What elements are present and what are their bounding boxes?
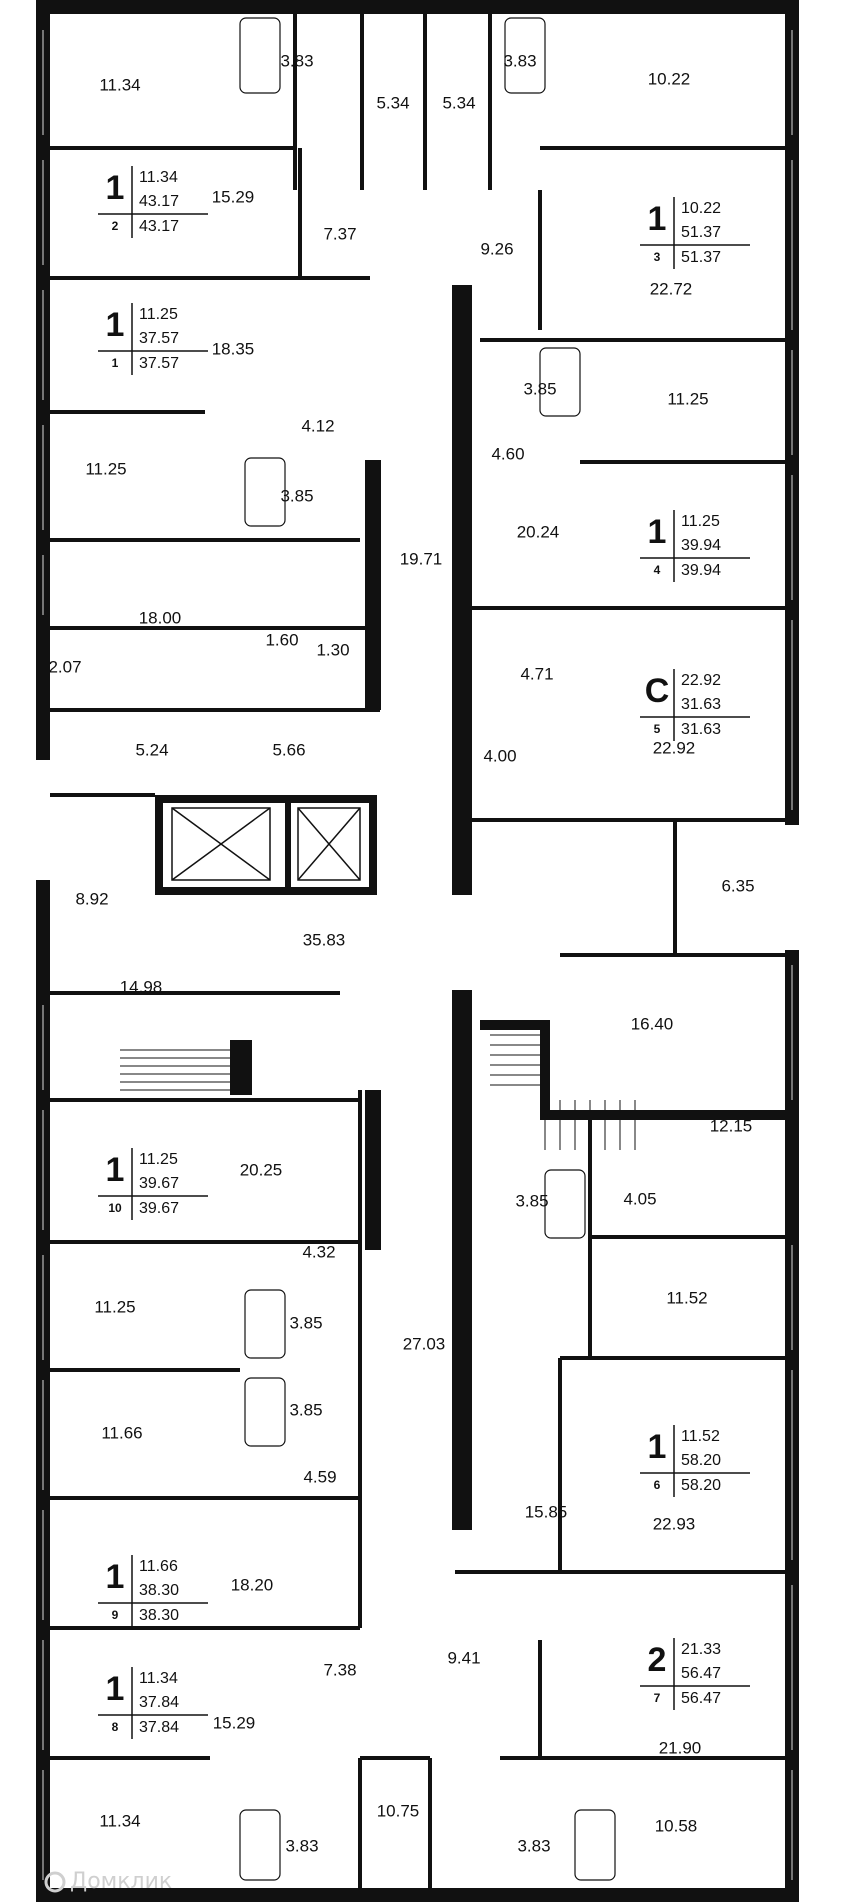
- room-area-label: 3.85: [289, 1313, 323, 1333]
- room-area-label: 4.12: [301, 416, 335, 436]
- room-area-label: 9.41: [447, 1648, 481, 1668]
- room-area-label: 22.93: [652, 1514, 696, 1534]
- room-area-label: 10.58: [654, 1816, 698, 1836]
- room-area-label: 15.29: [212, 1713, 256, 1733]
- room-area-label: 18.00: [138, 608, 182, 628]
- apartment-number: 7: [653, 1691, 661, 1706]
- apartment-number: 3: [653, 250, 661, 265]
- living-area: 11.52: [681, 1428, 720, 1446]
- room-area-label: 3.85: [289, 1400, 323, 1420]
- room-area-label: 35.83: [302, 930, 346, 950]
- room-area-label: 8.92: [75, 889, 109, 909]
- apartment-info-box: [640, 197, 750, 269]
- room-count: 1: [647, 1427, 667, 1466]
- total-area: 58.20: [681, 1452, 722, 1470]
- room-area-label: 3.83: [503, 51, 537, 71]
- apartment-number: 2: [111, 219, 119, 234]
- room-area-label: 7.37: [323, 224, 357, 244]
- apartment-info-box: [640, 1638, 750, 1710]
- room-area-label: 19.71: [399, 549, 443, 569]
- apartment-area: 43.17: [139, 218, 180, 236]
- room-area-label: 11.25: [85, 459, 127, 479]
- apartment-area: 39.67: [139, 1200, 180, 1218]
- room-count: 1: [105, 305, 125, 344]
- room-area-label: 15.29: [211, 187, 255, 207]
- apartment-area: 51.37: [681, 249, 722, 267]
- room-count: С: [644, 671, 670, 710]
- room-area-label: 18.35: [211, 339, 255, 359]
- room-count: 1: [105, 168, 125, 207]
- room-area-label: 4.00: [483, 746, 517, 766]
- room-area-label: 14.98: [119, 977, 163, 997]
- room-area-label: 10.22: [647, 69, 691, 89]
- apartment-number: 1: [111, 356, 119, 371]
- room-area-label: 6.35: [721, 876, 755, 896]
- apartment-number: 10: [108, 1201, 122, 1216]
- room-area-label: 18.20: [230, 1575, 274, 1595]
- room-area-label: 11.34: [99, 1811, 141, 1831]
- room-area-label: 20.24: [516, 522, 560, 542]
- apartment-area: 39.94: [681, 562, 722, 580]
- room-count: 1: [105, 1669, 125, 1708]
- room-area-label: 3.83: [285, 1836, 319, 1856]
- room-area-label: 4.60: [491, 444, 525, 464]
- apartment-number: 4: [653, 563, 661, 578]
- room-area-label: 3.85: [515, 1191, 549, 1211]
- room-area-label: 15.85: [524, 1502, 568, 1522]
- total-area: 43.17: [139, 193, 180, 211]
- living-area: 11.25: [139, 1151, 178, 1169]
- room-count: 1: [105, 1557, 125, 1596]
- living-area: 22.92: [681, 672, 722, 690]
- room-area-label: 11.25: [94, 1297, 136, 1317]
- apartment-area: 37.57: [139, 355, 180, 373]
- room-area-label: 4.71: [520, 664, 554, 684]
- room-area-label: 3.83: [517, 1836, 551, 1856]
- room-area-label: 11.52: [666, 1288, 708, 1308]
- total-area: 31.63: [681, 696, 722, 714]
- apartment-number: 9: [111, 1608, 119, 1623]
- room-area-label: 27.03: [402, 1334, 446, 1354]
- room-area-label: 9.26: [480, 239, 514, 259]
- living-area: 11.34: [139, 169, 178, 187]
- apartment-number: 6: [653, 1478, 661, 1493]
- living-area: 11.66: [139, 1558, 178, 1576]
- room-count: 1: [647, 512, 667, 551]
- room-area-label: 3.85: [280, 486, 314, 506]
- apartment-info-box: [98, 1555, 208, 1627]
- room-area-label: 7.38: [323, 1660, 357, 1680]
- apartment-area: 58.20: [681, 1477, 722, 1495]
- room-area-label: 5.34: [442, 93, 476, 113]
- total-area: 39.67: [139, 1175, 180, 1193]
- living-area: 10.22: [681, 200, 722, 218]
- total-area: 56.47: [681, 1665, 722, 1683]
- watermark-text: Домклик: [70, 1869, 173, 1894]
- living-area: 11.34: [139, 1670, 178, 1688]
- apartment-info-box: [640, 1425, 750, 1497]
- elevator-shafts: [172, 808, 360, 880]
- room-area-label: 1.60: [265, 630, 299, 650]
- apartment-info-box: [640, 669, 750, 741]
- room-area-label: 5.34: [376, 93, 410, 113]
- bathroom-fixtures: [240, 18, 615, 1880]
- room-area-label: 11.34: [99, 75, 141, 95]
- room-area-label: 16.40: [630, 1014, 674, 1034]
- apartment-info-box: [98, 166, 208, 238]
- room-count: 2: [647, 1640, 667, 1679]
- apartment-info-boxes: [98, 166, 750, 1739]
- room-area-label: 2.07: [48, 657, 82, 677]
- room-area-label: 20.25: [239, 1160, 283, 1180]
- room-area-label: 5.24: [135, 740, 169, 760]
- apartment-info-box: [98, 1148, 208, 1220]
- apartment-area: 56.47: [681, 1690, 722, 1708]
- room-area-label: 21.90: [658, 1738, 702, 1758]
- room-area-label: 1.30: [316, 640, 350, 660]
- living-area: 11.25: [139, 306, 178, 324]
- room-area-label: 11.25: [667, 389, 709, 409]
- room-area-label: 12.15: [709, 1116, 753, 1136]
- total-area: 38.30: [139, 1582, 180, 1600]
- room-area-label: 5.66: [272, 740, 306, 760]
- room-count: 1: [647, 199, 667, 238]
- total-area: 39.94: [681, 537, 722, 555]
- room-area-label: 3.83: [280, 51, 314, 71]
- apartment-number: 5: [653, 722, 661, 737]
- living-area: 11.25: [681, 513, 720, 531]
- room-area-label: 22.72: [649, 279, 693, 299]
- room-area-label: 3.85: [523, 379, 557, 399]
- total-area: 37.84: [139, 1694, 180, 1712]
- room-area-label: 10.75: [376, 1801, 420, 1821]
- apartment-info-box: [98, 303, 208, 375]
- apartment-number: 8: [111, 1720, 119, 1735]
- room-count: 1: [105, 1150, 125, 1189]
- apartment-area: 38.30: [139, 1607, 180, 1625]
- living-area: 21.33: [681, 1641, 722, 1659]
- apartment-area: 31.63: [681, 721, 722, 739]
- apartment-info-box: [98, 1667, 208, 1739]
- apartment-info-box: [640, 510, 750, 582]
- room-area-label: 4.32: [302, 1242, 336, 1262]
- total-area: 51.37: [681, 224, 722, 242]
- room-area-label: 4.05: [623, 1189, 657, 1209]
- total-area: 37.57: [139, 330, 180, 348]
- apartment-area: 37.84: [139, 1719, 180, 1737]
- room-area-label: 22.92: [652, 738, 696, 758]
- room-area-label: 11.66: [101, 1423, 143, 1443]
- room-area-label: 4.59: [303, 1467, 337, 1487]
